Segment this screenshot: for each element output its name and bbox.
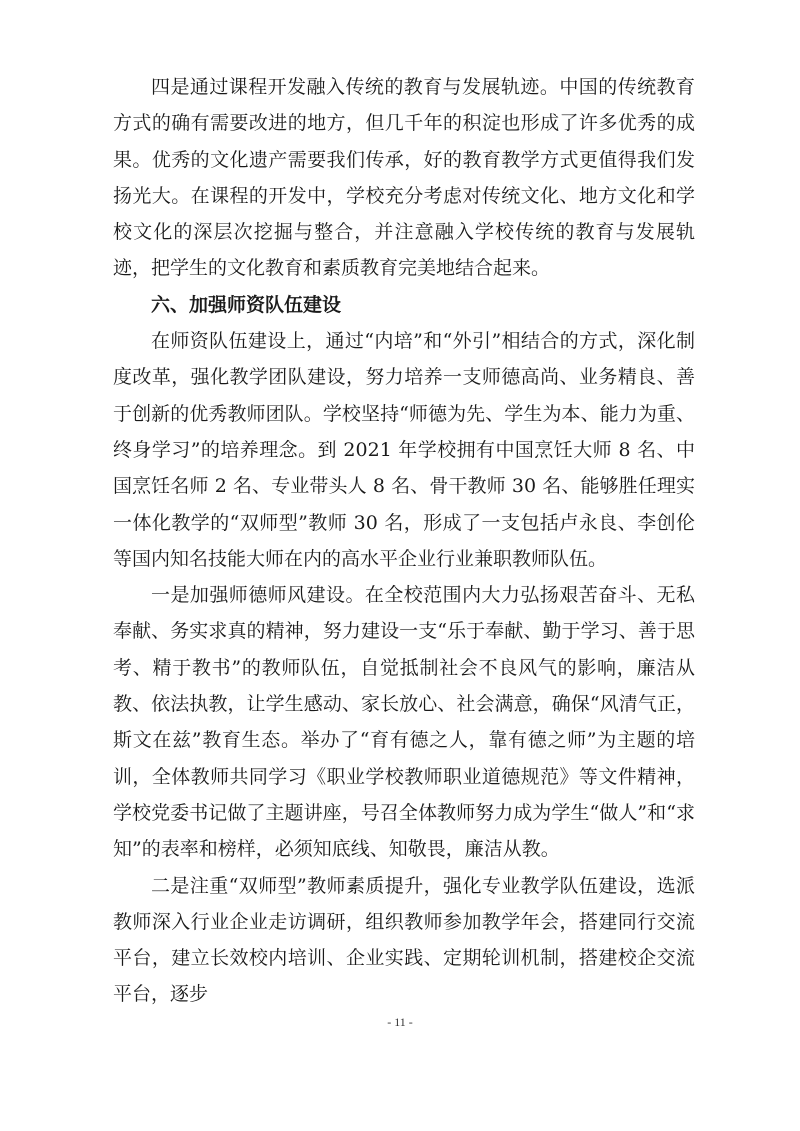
section-heading-teaching-staff: 六、加强师资队伍建设 bbox=[151, 293, 342, 316]
paragraph-curriculum-tradition: 四是通过课程开发融入传统的教育与发展轨迹。中国的传统教育方式的确有需要改进的地方，但几千年的积淀也形成了许多优秀的成果。优秀的文化遗产需要我们传承，好的教育教学方式更值得我们发扬光大。在课程的开发中，学校充分考虑对传统文化、地方文化和学校文化的深层次挖掘与整合，并注意融入学校传统的教育与发展轨迹，把学生的文化教育和素质教育完美地结合起来。 bbox=[113, 76, 695, 280]
document-body bbox=[113, 69, 695, 1013]
page-number: - 11 - bbox=[387, 1015, 413, 1029]
paragraph-staff-construction: 在师资队伍建设上，通过“内培”和“外引”相结合的方式，深化制度改革，强化教学团队建设，努力培养一支师德高尚、业务精良、善于创新的优秀教师团队。学校坚持“师德为先、学生为本、能力为重、终身学习”的培养理念。到 2021 年学校拥有中国烹饪大师 8 名、中国烹饪名师 2 名、专业带头人 8 名、骨干教师 30 名、能够胜任理实一体化教学的“双师型”教师 30 名，形成了一支包括卢永良、李创伦等国内知名技能大师在内的高水平企业行业兼职教师队伍。 bbox=[113, 330, 695, 570]
paragraph-teacher-ethics: 一是加强师德师风建设。在全校范围内大力弘扬艰苦奋斗、无私奉献、务实求真的精神，努力建设一支“乐于奉献、勤于学习、善于思考、精于教书”的教师队伍，自觉抵制社会不良风气的影响，廉洁从教、依法执教，让学生感动、家长放心、社会满意，确保“风清气正，斯文在兹”教育生态。举办了“育有德之人，靠有德之师”为主题的培训，全体教师共同学习《职业学校教师职业道德规范》等文件精神，学校党委书记做了主题讲座，号召全体教师努力成为学生“做人”和“求知”的表率和榜样，必须知底线、知敬畏，廉洁从教。 bbox=[113, 584, 695, 861]
paragraph-dual-qualified-teachers: 二是注重“双师型”教师素质提升，强化专业教学队伍建设，选派教师深入行业企业走访调研，组织教师参加教学年会，搭建同行交流平台，建立长效校内培训、企业实践、定期轮训机制，搭建校企交流平台，逐步 bbox=[113, 874, 695, 1006]
